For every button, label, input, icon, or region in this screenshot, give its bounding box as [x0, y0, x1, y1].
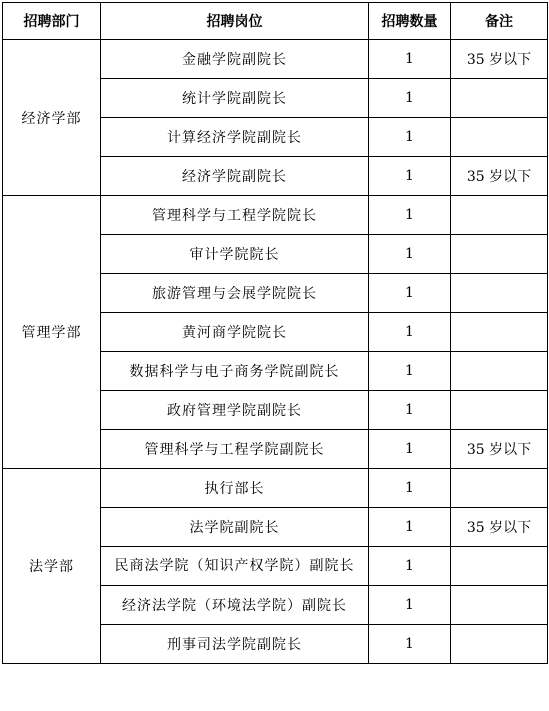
- note-cell: [451, 469, 548, 508]
- position-cell: 刑事司法学院副院长: [101, 625, 369, 664]
- note-cell: 35 岁以下: [451, 40, 548, 79]
- note-cell: [451, 547, 548, 586]
- note-cell: [451, 391, 548, 430]
- note-cell: [451, 586, 548, 625]
- table-row: [3, 196, 548, 235]
- position-cell: 审计学院院长: [101, 235, 369, 274]
- count-cell: 1: [369, 118, 451, 157]
- position-cell: 金融学院副院长: [101, 40, 369, 79]
- count-cell: 1: [369, 586, 451, 625]
- note-cell: [451, 118, 548, 157]
- table-row: [3, 469, 548, 508]
- count-cell: 1: [369, 313, 451, 352]
- department-cell: 法学部: [3, 469, 101, 664]
- note-cell: [451, 352, 548, 391]
- count-cell: 1: [369, 508, 451, 547]
- count-cell: 1: [369, 625, 451, 664]
- count-cell: 1: [369, 79, 451, 118]
- note-cell: [451, 274, 548, 313]
- note-cell: 35 岁以下: [451, 430, 548, 469]
- count-cell: 1: [369, 469, 451, 508]
- position-cell: 民商法学院（知识产权学院）副院长: [101, 547, 369, 586]
- position-cell: 数据科学与电子商务学院副院长: [101, 352, 369, 391]
- header-count: 招聘数量: [369, 3, 451, 40]
- position-cell: 统计学院副院长: [101, 79, 369, 118]
- note-cell: [451, 196, 548, 235]
- header-note: 备注: [451, 3, 548, 40]
- count-cell: 1: [369, 157, 451, 196]
- note-cell: [451, 625, 548, 664]
- recruitment-table: [2, 2, 548, 664]
- count-cell: 1: [369, 196, 451, 235]
- position-cell: 旅游管理与会展学院院长: [101, 274, 369, 313]
- count-cell: 1: [369, 430, 451, 469]
- position-cell: 计算经济学院副院长: [101, 118, 369, 157]
- position-cell: 黄河商学院院长: [101, 313, 369, 352]
- position-cell: 经济法学院（环境法学院）副院长: [101, 586, 369, 625]
- position-cell: 政府管理学院副院长: [101, 391, 369, 430]
- header-position: 招聘岗位: [101, 3, 369, 40]
- count-cell: 1: [369, 235, 451, 274]
- count-cell: 1: [369, 547, 451, 586]
- position-cell: 管理科学与工程学院院长: [101, 196, 369, 235]
- department-cell: 经济学部: [3, 40, 101, 196]
- count-cell: 1: [369, 40, 451, 79]
- position-cell: 执行部长: [101, 469, 369, 508]
- table-row: [3, 40, 548, 79]
- note-cell: [451, 235, 548, 274]
- note-cell: [451, 313, 548, 352]
- note-cell: 35 岁以下: [451, 508, 548, 547]
- position-cell: 经济学院副院长: [101, 157, 369, 196]
- note-cell: [451, 79, 548, 118]
- header-row: [3, 3, 548, 40]
- count-cell: 1: [369, 391, 451, 430]
- note-cell: 35 岁以下: [451, 157, 548, 196]
- position-cell: 法学院副院长: [101, 508, 369, 547]
- count-cell: 1: [369, 274, 451, 313]
- position-cell: 管理科学与工程学院副院长: [101, 430, 369, 469]
- department-cell: 管理学部: [3, 196, 101, 469]
- header-department: 招聘部门: [3, 3, 101, 40]
- count-cell: 1: [369, 352, 451, 391]
